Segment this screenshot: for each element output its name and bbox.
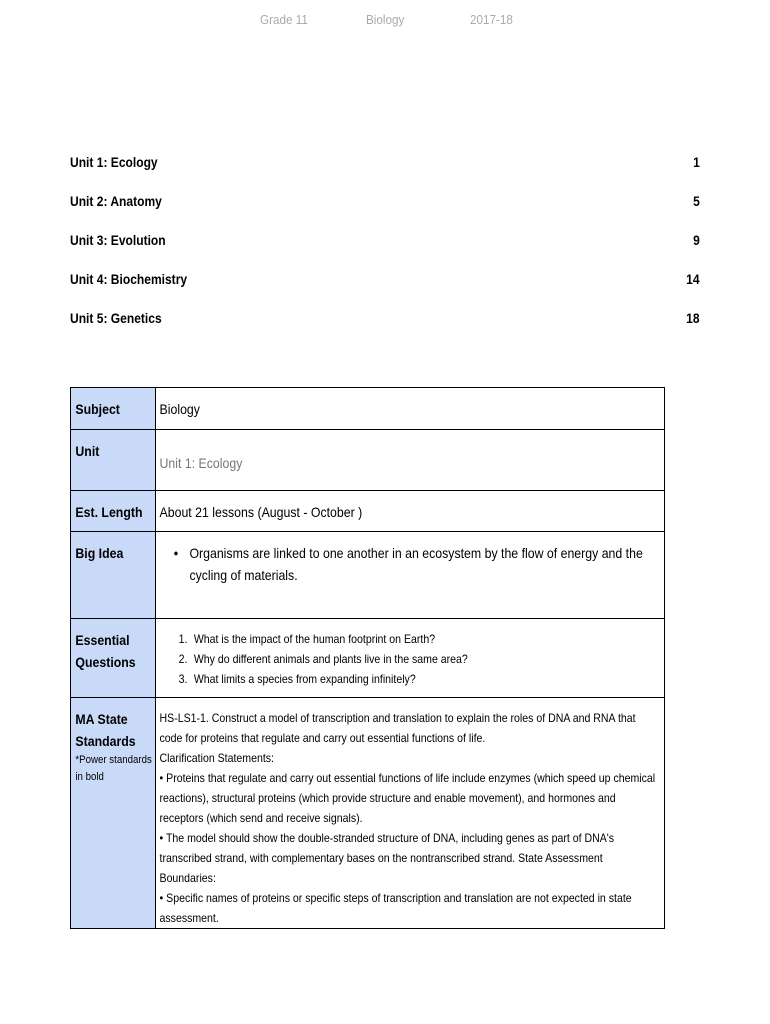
toc-entry-page: 9: [693, 232, 700, 248]
toc-entry[interactable]: [70, 154, 702, 193]
standards-line: • Specific names of proteins or specific steps of transcription and translation are not expected in state assessment.: [159, 891, 632, 925]
page-header: [0, 12, 770, 32]
big-idea-label: Big Idea: [75, 545, 124, 561]
toc-entry-title: Unit 1: Ecology: [70, 154, 158, 170]
table-row-unit: [71, 430, 665, 491]
header-grade: Grade 11: [260, 12, 308, 27]
toc-entry-title: Unit 5: Genetics: [70, 310, 162, 326]
table-row-big-idea: [71, 532, 665, 619]
toc-entry-title: Unit 4: Biochemistry: [70, 271, 188, 287]
label-cell: [71, 532, 156, 619]
value-cell: [156, 388, 665, 430]
toc-entry[interactable]: [70, 193, 702, 232]
value-cell: [156, 430, 665, 491]
question-item: 2. Why do different animals and plants live in the same area?: [190, 649, 661, 669]
question-item: 1. What is the impact of the human footprint on Earth?: [190, 629, 661, 649]
label-cell: [71, 388, 156, 430]
table-row-subject: [71, 388, 665, 430]
table-of-contents: [70, 154, 702, 349]
big-idea-item: ● Organisms are linked to one another in an ecosystem by the flow of energy and the cycling of materials.: [189, 542, 661, 586]
questions-value: [156, 619, 666, 689]
value-cell: [156, 698, 665, 929]
unit-value: Unit 1: Ecology: [159, 455, 243, 471]
subject-label: Subject: [75, 401, 120, 417]
label-cell: [71, 698, 156, 929]
standards-line: • Proteins that regulate and carry out essential functions of life include enzymes (which speed up chemical reactions), structural proteins (which provide structure and enable movement), and hormones and receptors (which send and receive signals).: [159, 771, 656, 825]
label-cell: [71, 430, 156, 491]
standards-note: *Power standards in bold: [75, 754, 152, 783]
length-value: About 21 lessons (August - October ): [159, 504, 363, 520]
toc-entry-page: 1: [693, 154, 700, 170]
big-idea-value: [156, 532, 666, 586]
value-cell: [156, 619, 665, 698]
toc-entry[interactable]: [70, 271, 702, 310]
standards-line: • The model should show the double-stranded structure of DNA, including genes as part of DNA's transcribed strand, with complementary bases on the nontranscribed strand. State Assessment Boundaries:: [159, 831, 615, 885]
unit-plan-table: [70, 387, 665, 929]
standards-label-wrap: [71, 698, 163, 786]
value-cell: [156, 532, 665, 619]
questions-label: Essential Questions: [75, 632, 136, 670]
value-cell: [156, 491, 665, 532]
question-item: 3. What limits a species from expanding infinitely?: [190, 669, 661, 689]
big-idea-list: [160, 542, 662, 586]
unit-label: Unit: [75, 443, 100, 459]
table-row-standards: [71, 698, 665, 929]
label-cell: [71, 491, 156, 532]
toc-entry-page: 14: [686, 271, 700, 287]
toc-entry-title: Unit 2: Anatomy: [70, 193, 162, 209]
label-cell: [71, 619, 156, 698]
toc-entry-page: 18: [686, 310, 700, 326]
length-label: Est. Length: [75, 504, 143, 520]
standards-label: MA State Standards: [75, 711, 136, 749]
header-year: 2017-18: [470, 12, 513, 27]
subject-value: Biology: [159, 401, 200, 417]
table-row-length: [71, 491, 665, 532]
standards-line: Clarification Statements:: [159, 751, 274, 765]
toc-entry-title: Unit 3: Evolution: [70, 232, 166, 248]
standards-value: [156, 698, 666, 928]
standards-line: HS-LS1-1. Construct a model of transcription and translation to explain the roles of DNA and RNA that code for proteins that regulate and carry out essential functions of life.: [159, 711, 636, 745]
table-row-essential-questions: [71, 619, 665, 698]
toc-entry-page: 5: [693, 193, 700, 209]
questions-list: [160, 629, 662, 689]
header-subject: Biology: [366, 12, 405, 27]
toc-entry[interactable]: [70, 310, 702, 349]
toc-entry[interactable]: [70, 232, 702, 271]
